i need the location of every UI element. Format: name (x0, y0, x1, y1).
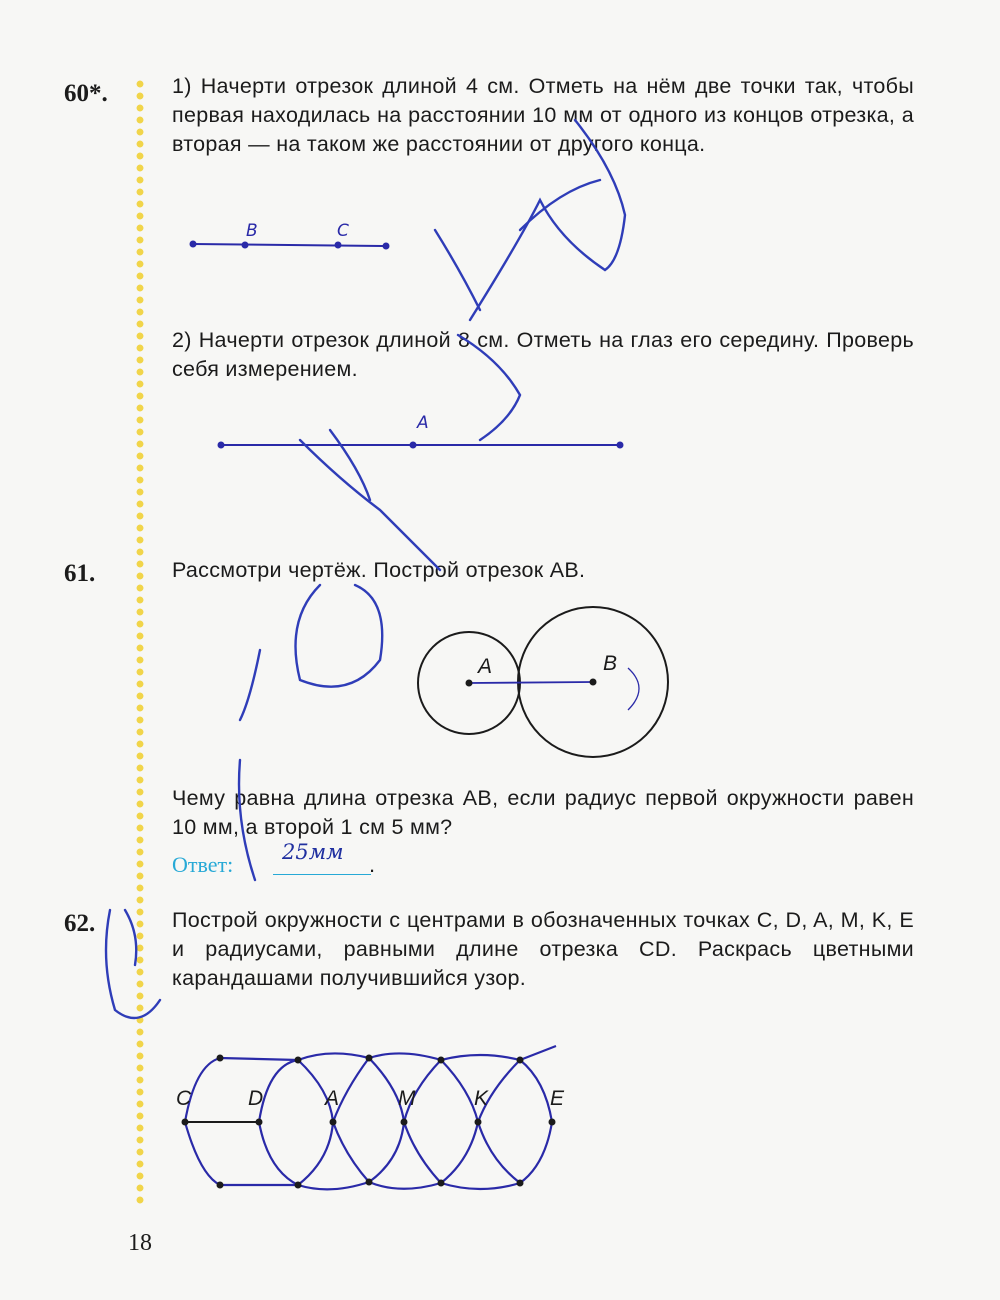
task-62-text: Построй окружности с центрами в обозначенных точках C, D, A, M, K, E и радиусами, равными длине отрезка CD. Раскрась цветными карандашами получившийся узор. (172, 908, 914, 990)
point-c-label: C (337, 221, 349, 241)
label-m: M (398, 1087, 416, 1110)
segment-4cm (190, 221, 390, 250)
answer-handwritten-value: 25мм (282, 840, 344, 864)
label-k: K (474, 1087, 489, 1110)
page-number: 18 (128, 1230, 152, 1256)
task-62-number: 62. (64, 910, 96, 937)
point-a-label: A (417, 413, 429, 433)
answer-end-dot: . (369, 852, 376, 877)
label-d: D (248, 1087, 264, 1110)
task-60-part1-text: 1) Начерти отрезок длиной 4 см. Отметь на нём две точки так, чтобы первая находилась на расстоянии 10 мм от одного из концов отрезка, а вторая — на таком же расстоянии от другого конца. (172, 74, 914, 156)
task-61-question-text: Чему равна длина отрезка AB, если радиус первой окружности равен 10 мм, а второй 1 см 5 мм? (172, 786, 914, 839)
task-61-diagram (418, 607, 668, 757)
label-c: C (176, 1087, 192, 1110)
point-b-label: B (246, 221, 258, 241)
handwritten-scribbles (106, 120, 625, 1018)
task-60-number: 60*. (64, 80, 108, 107)
answer-label: Ответ: (172, 852, 234, 877)
task-60-part2-text: 2) Начерти отрезок длиной 8 см. Отметь на глаз его середину. Проверь себя измерением. (172, 328, 914, 381)
label-b: B (603, 652, 618, 675)
label-e: E (550, 1087, 565, 1110)
task-61-intro-text: Рассмотри чертёж. Построй отрезок AB. (172, 558, 586, 582)
segment-8cm (218, 413, 624, 449)
label-a: A (478, 655, 493, 678)
label-a2: A (325, 1087, 340, 1110)
task-61-number: 61. (64, 560, 96, 587)
segment-ab (469, 682, 593, 683)
task-62-pattern (185, 1046, 556, 1189)
